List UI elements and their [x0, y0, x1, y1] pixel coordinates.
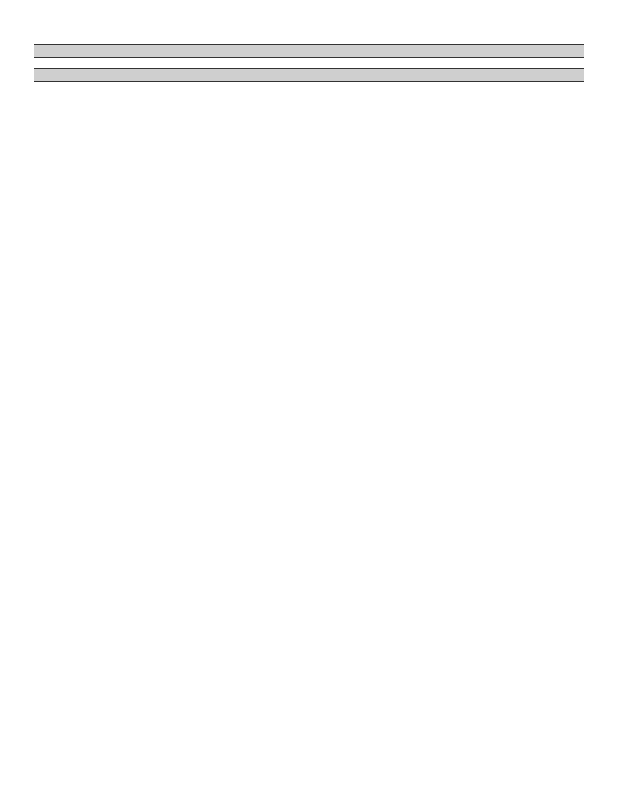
procedure-banner — [34, 44, 584, 58]
document-page — [34, 44, 584, 87]
policy-banner — [34, 68, 584, 82]
